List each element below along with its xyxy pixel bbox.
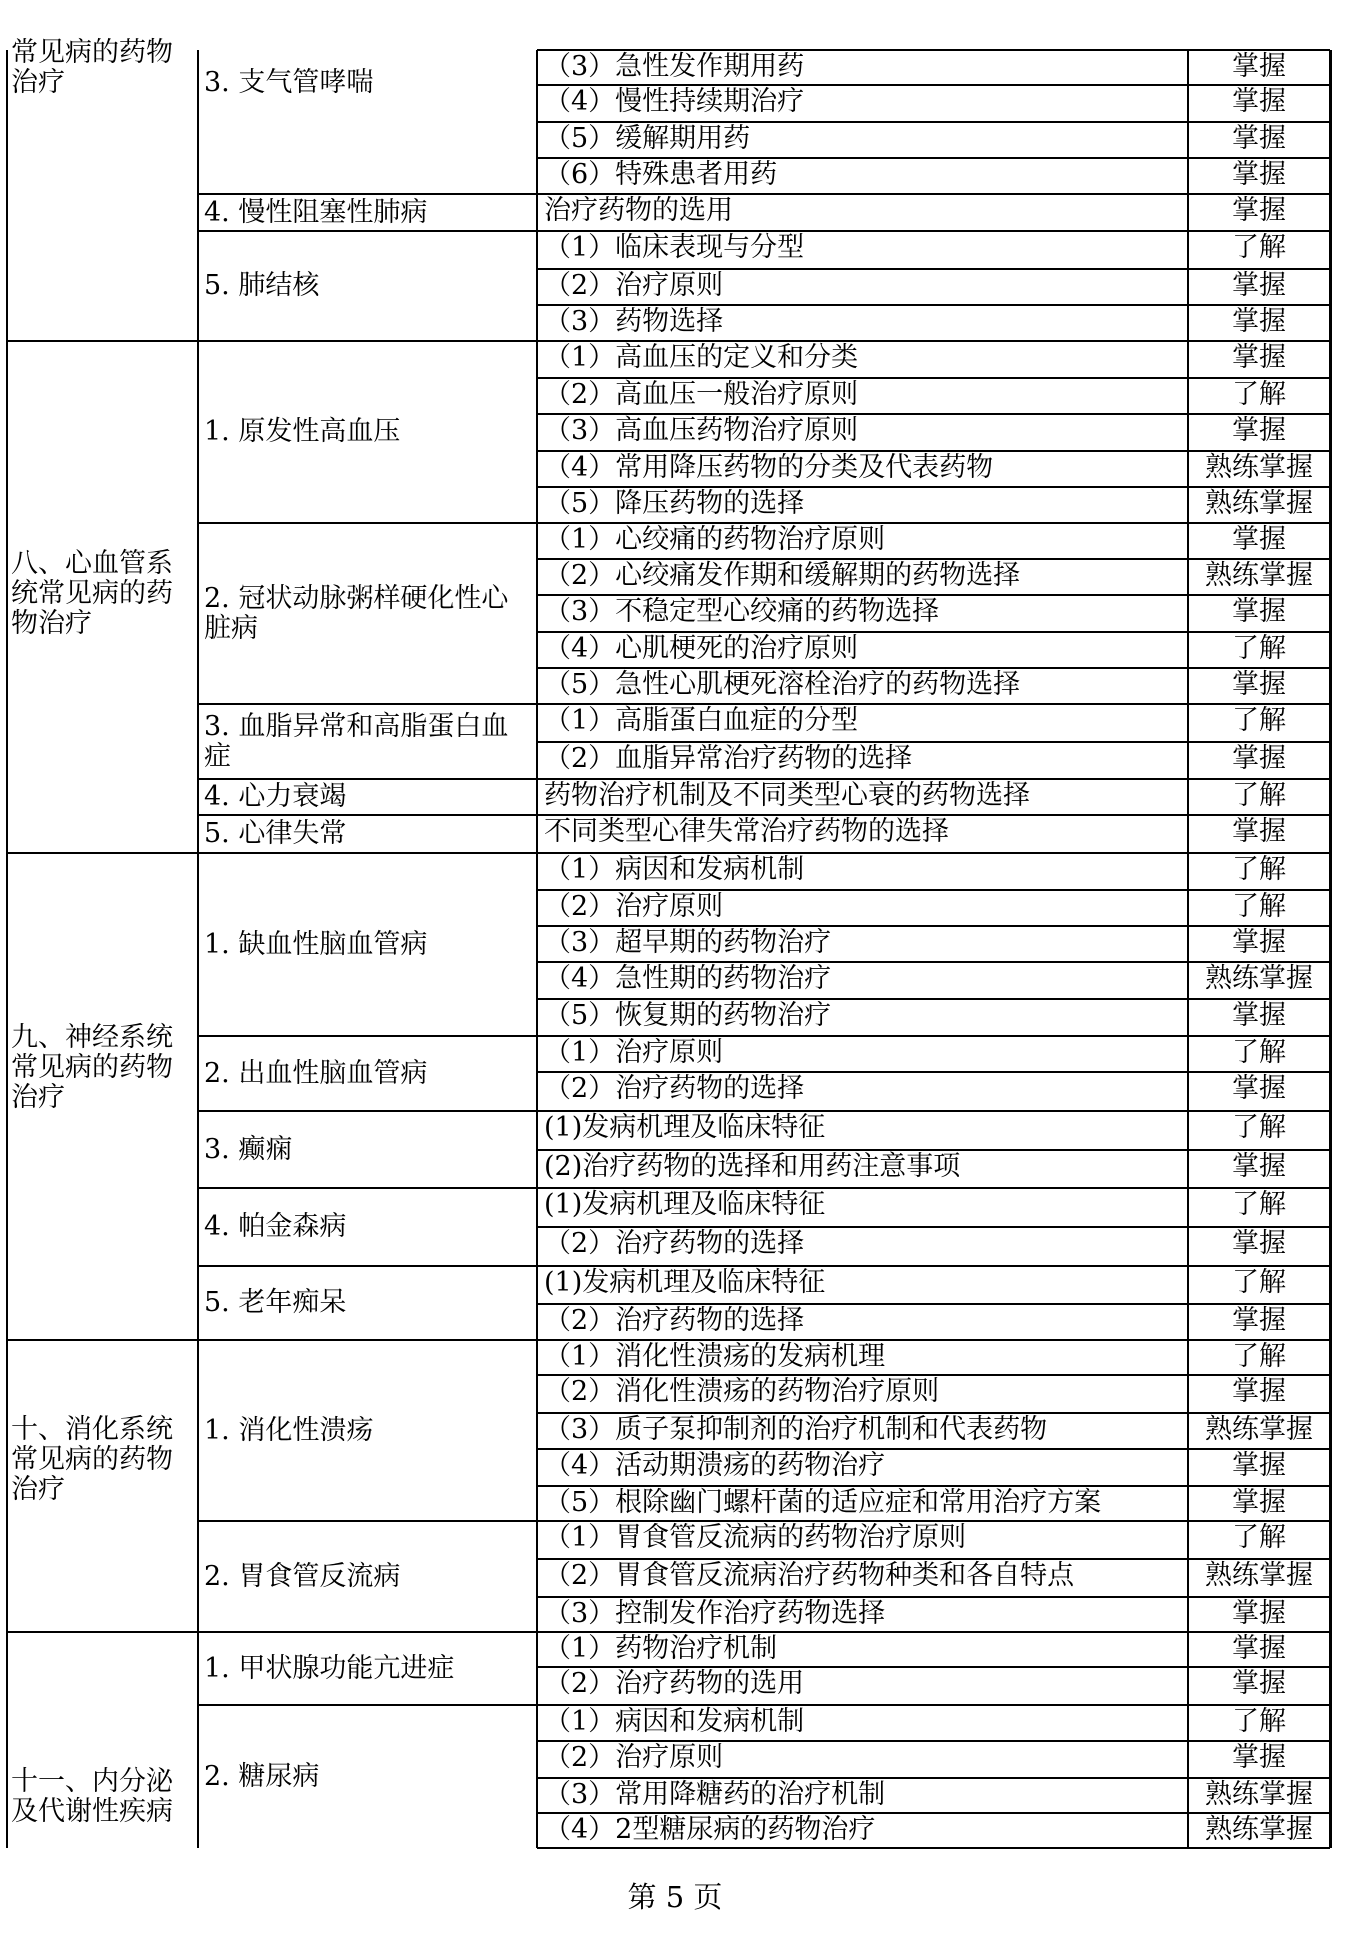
col-border-2 [197, 50, 199, 1848]
item-content: （2）治疗原则 [544, 891, 724, 922]
item-content: （6）特殊患者用药 [544, 159, 778, 190]
topic-divider [198, 814, 537, 816]
requirement-level: 掌握 [1232, 306, 1286, 337]
item-content: （4）活动期溃疡的药物治疗 [544, 1450, 886, 1481]
section-title: 十一、内分泌 及代谢性疾病 [11, 1766, 173, 1827]
item-content: (1)发病机理及临床特征 [544, 1267, 826, 1298]
requirement-level: 了解 [1232, 780, 1286, 811]
topic-divider [198, 703, 537, 705]
topic-name: 2. 胃食管反流病 [204, 1561, 401, 1592]
requirement-level: 熟练掌握 [1205, 560, 1313, 591]
requirement-level: 掌握 [1232, 342, 1286, 373]
topic-divider [198, 1265, 537, 1267]
item-content: （1）胃食管反流病的药物治疗原则 [544, 1522, 967, 1553]
item-content: （5）根除幽门螺杆菌的适应症和常用治疗方案 [544, 1487, 1102, 1518]
item-content: （2）治疗药物的选择 [544, 1305, 805, 1336]
item-content: （1）病因和发病机制 [544, 1706, 805, 1737]
requirement-level: 掌握 [1232, 1598, 1286, 1629]
topic-name: 5. 心律失常 [204, 818, 347, 849]
item-content: （3）超早期的药物治疗 [544, 927, 832, 958]
page-number: 第 5 页 [627, 1880, 723, 1914]
item-content: （2）心绞痛发作期和缓解期的药物选择 [544, 560, 1021, 591]
requirement-level: 熟练掌握 [1205, 1779, 1313, 1810]
topic-name: 3. 支气管哮喘 [204, 67, 374, 98]
topic-name: 4. 心力衰竭 [204, 781, 347, 812]
topic-name: 2. 糖尿病 [204, 1761, 320, 1792]
requirement-level: 了解 [1232, 1706, 1286, 1737]
requirement-level: 掌握 [1232, 816, 1286, 847]
requirement-level: 掌握 [1232, 1151, 1286, 1182]
item-content: （2）治疗原则 [544, 1742, 724, 1773]
requirement-level: 了解 [1232, 705, 1286, 736]
item-content: （3）常用降糖药的治疗机制 [544, 1779, 886, 1810]
item-content: （1）高脂蛋白血症的分型 [544, 705, 859, 736]
topic-divider [198, 522, 537, 524]
topic-divider [198, 1187, 537, 1189]
requirement-level: 熟练掌握 [1205, 1414, 1313, 1445]
item-content: （4）急性期的药物治疗 [544, 963, 832, 994]
item-content: （2）高血压一般治疗原则 [544, 379, 859, 410]
section-divider [7, 852, 198, 854]
col-border-5 [1329, 50, 1332, 1848]
requirement-level: 掌握 [1232, 1000, 1286, 1031]
requirement-level: 熟练掌握 [1205, 488, 1313, 519]
item-content: （4）心肌梗死的治疗原则 [544, 633, 859, 664]
requirement-level: 掌握 [1232, 1305, 1286, 1336]
section-title: 八、心血管系 统常见病的药 物治疗 [11, 548, 173, 639]
section-title: 十、消化系统 常见病的药物 治疗 [11, 1414, 173, 1505]
requirement-level: 了解 [1232, 1522, 1286, 1553]
requirement-level: 掌握 [1232, 1633, 1286, 1664]
item-content: （1）消化性溃疡的发病机理 [544, 1341, 886, 1372]
item-content: （3）高血压药物治疗原则 [544, 415, 859, 446]
topic-name: 3. 血脂异常和高脂蛋白血 症 [204, 711, 509, 772]
topic-name: 3. 癫痫 [204, 1134, 293, 1165]
item-content: （3）控制发作治疗药物选择 [544, 1598, 886, 1629]
item-content: 不同类型心律失常治疗药物的选择 [544, 816, 949, 847]
requirement-level: 掌握 [1232, 159, 1286, 190]
requirement-level: 掌握 [1232, 1376, 1286, 1407]
item-content: （2）治疗药物的选用 [544, 1668, 805, 1699]
item-content: （2）血脂异常治疗药物的选择 [544, 743, 913, 774]
requirement-level: 掌握 [1232, 743, 1286, 774]
topic-name: 1. 原发性高血压 [204, 416, 401, 447]
item-content: （1）药物治疗机制 [544, 1633, 778, 1664]
item-content: （5）恢复期的药物治疗 [544, 1000, 832, 1031]
item-content: （2）治疗药物的选择 [544, 1073, 805, 1104]
requirement-level: 了解 [1232, 1267, 1286, 1298]
topic-divider [198, 340, 537, 342]
topic-name: 4. 慢性阻塞性肺病 [204, 197, 428, 228]
requirement-level: 了解 [1232, 1037, 1286, 1068]
topic-name: 1. 甲状腺功能亢进症 [204, 1653, 455, 1684]
requirement-level: 熟练掌握 [1205, 963, 1313, 994]
requirement-level: 掌握 [1232, 270, 1286, 301]
requirement-level: 掌握 [1232, 51, 1286, 82]
requirement-level: 掌握 [1232, 1228, 1286, 1259]
topic-divider [198, 1704, 537, 1706]
requirement-level: 了解 [1232, 1341, 1286, 1372]
topic-divider [198, 1339, 537, 1341]
topic-name: 4. 帕金森病 [204, 1211, 347, 1242]
item-content: （1）病因和发病机制 [544, 854, 805, 885]
topic-name: 5. 肺结核 [204, 270, 320, 301]
requirement-level: 了解 [1232, 854, 1286, 885]
requirement-level: 了解 [1232, 1112, 1286, 1143]
topic-name: 5. 老年痴呆 [204, 1287, 347, 1318]
col-border-1 [6, 50, 8, 1848]
section-divider [7, 340, 198, 342]
requirement-level: 了解 [1232, 232, 1286, 263]
item-content: （3）质子泵抑制剂的治疗机制和代表药物 [544, 1414, 1048, 1445]
requirement-level: 掌握 [1232, 927, 1286, 958]
topic-divider [198, 1631, 537, 1633]
topic-divider [198, 852, 537, 854]
section-title: 九、神经系统 常见病的药物 治疗 [11, 1022, 173, 1113]
requirement-level: 掌握 [1232, 86, 1286, 117]
requirement-level: 掌握 [1232, 1668, 1286, 1699]
item-content: （1）临床表现与分型 [544, 232, 805, 263]
item-content: （4）常用降压药物的分类及代表药物 [544, 452, 994, 483]
topic-divider [198, 1520, 537, 1522]
topic-name: 2. 冠状动脉粥样硬化性心 脏病 [204, 583, 509, 644]
item-content: (1)发病机理及临床特征 [544, 1189, 826, 1220]
requirement-level: 熟练掌握 [1205, 452, 1313, 483]
requirement-level: 掌握 [1232, 1487, 1286, 1518]
col-border-3 [536, 50, 538, 1848]
item-content: （1）高血压的定义和分类 [544, 342, 859, 373]
item-content: (1)发病机理及临床特征 [544, 1112, 826, 1143]
requirement-level: 掌握 [1232, 596, 1286, 627]
requirement-level: 掌握 [1232, 1073, 1286, 1104]
item-content: 药物治疗机制及不同类型心衰的药物选择 [544, 780, 1030, 811]
requirement-level: 掌握 [1232, 524, 1286, 555]
requirement-level: 熟练掌握 [1205, 1814, 1313, 1845]
requirement-level: 掌握 [1232, 123, 1286, 154]
bottom-border [537, 1847, 1330, 1849]
item-content: （3）药物选择 [544, 306, 724, 337]
item-content: （5）降压药物的选择 [544, 488, 805, 519]
item-content: （2）胃食管反流病治疗药物种类和各自特点 [544, 1560, 1075, 1591]
topic-name: 2. 出血性脑血管病 [204, 1058, 428, 1089]
item-content: （4）2型糖尿病的药物治疗 [544, 1814, 876, 1845]
requirement-level: 掌握 [1232, 669, 1286, 700]
item-content: （1）治疗原则 [544, 1037, 724, 1068]
item-content: （1）心绞痛的药物治疗原则 [544, 524, 886, 555]
topic-name: 1. 消化性溃疡 [204, 1415, 374, 1446]
item-content: （5）急性心肌梗死溶栓治疗的药物选择 [544, 669, 1021, 700]
topic-name: 1. 缺血性脑血管病 [204, 929, 428, 960]
requirement-level: 了解 [1232, 379, 1286, 410]
item-content: (2)治疗药物的选择和用药注意事项 [544, 1151, 961, 1182]
requirement-level: 了解 [1232, 633, 1286, 664]
requirement-level: 掌握 [1232, 1450, 1286, 1481]
item-content: （5）缓解期用药 [544, 123, 751, 154]
item-content: （2）消化性溃疡的药物治疗原则 [544, 1376, 940, 1407]
requirement-level: 了解 [1232, 891, 1286, 922]
requirement-level: 掌握 [1232, 1742, 1286, 1773]
item-content: （4）慢性持续期治疗 [544, 86, 805, 117]
item-content: （2）治疗药物的选择 [544, 1228, 805, 1259]
section-title: 常见病的药物 治疗 [11, 37, 173, 98]
topic-divider [198, 778, 537, 780]
requirement-level: 掌握 [1232, 195, 1286, 226]
section-divider [7, 1631, 198, 1633]
item-content: （2）治疗原则 [544, 270, 724, 301]
requirement-level: 了解 [1232, 1189, 1286, 1220]
topic-divider [198, 193, 537, 195]
item-content: （3）急性发作期用药 [544, 51, 805, 82]
topic-divider [198, 1035, 537, 1037]
section-divider [7, 1339, 198, 1341]
requirement-level: 熟练掌握 [1205, 1560, 1313, 1591]
item-content: 治疗药物的选用 [544, 195, 733, 226]
topic-divider [198, 230, 537, 232]
item-content: （3）不稳定型心绞痛的药物选择 [544, 596, 940, 627]
requirement-level: 掌握 [1232, 415, 1286, 446]
topic-divider [198, 1110, 537, 1112]
